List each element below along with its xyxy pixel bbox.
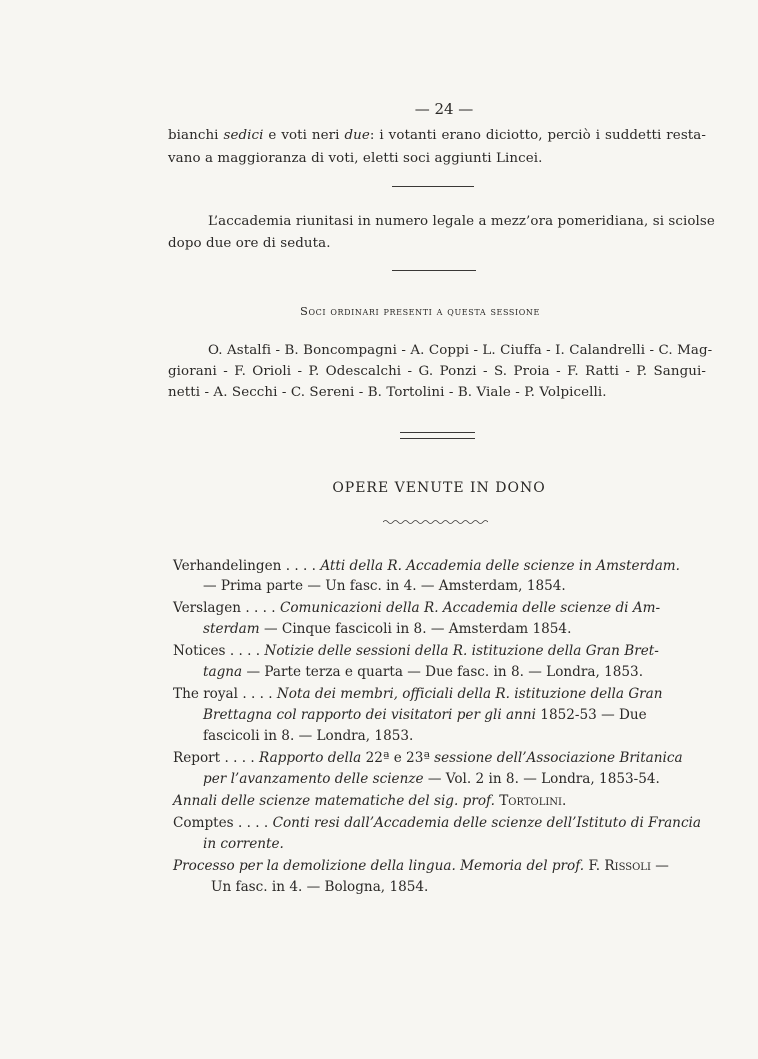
entry-details: — Parte terza e quarta — Due fasc. in 8. — Londra, 1853.	[242, 664, 644, 680]
para1-line1	[168, 128, 706, 143]
entry-head: The royal . . . .	[173, 686, 277, 702]
entry-title: Conti resi dall’Accademia delle scienze dell’Istituto di Francia	[272, 815, 702, 831]
section-title: Soci ordinari presenti a questa sessione	[300, 304, 540, 318]
gifts-title: OPERE VENUTE IN DONO	[332, 480, 546, 496]
entry-details: — Cinque fascicoli in 8. — Amsterdam 1854.	[259, 621, 572, 637]
entry-the-royal	[173, 686, 705, 702]
entry-notices-cont	[173, 664, 735, 680]
entry-report	[173, 750, 705, 766]
entry-head: Report . . . .	[173, 750, 260, 766]
double-divider	[400, 432, 475, 439]
entry-details: — Vol. 2 in 8. — Londra, 1853-54.	[423, 771, 660, 787]
entry-title: per l’avanzamento delle scienze	[203, 771, 424, 787]
para2-line1: L’accademia riunitasi in numero legale a mezz’ora pomeridiana, si sciolse	[208, 214, 715, 229]
entry-title: Nota dei membri, officiali della R. istituzione della Gran	[276, 686, 663, 702]
wave-ornament	[383, 519, 488, 525]
entry-title: Annali delle scienze matematiche del sig. prof.	[173, 793, 495, 809]
entry-title: Notizie delle sessioni della R. istituzione della Gran Bret-	[264, 643, 659, 659]
members-line1: O. Astalfi - B. Boncompagni - A. Coppi - L. Ciuffa - I. Calandrelli - C. Mag-	[208, 343, 713, 358]
entry-title: sterdam	[203, 621, 260, 637]
entry-comptes-cont	[173, 836, 735, 852]
divider	[392, 270, 476, 271]
entry-head: Notices . . . .	[173, 643, 265, 659]
entry-verslagen-cont	[173, 621, 735, 637]
entry-details: Tortolini.	[494, 793, 567, 809]
entry-the-royal-cont	[173, 707, 735, 723]
text-run: : i votanti erano diciotto, perciò i suddetti resta-	[369, 128, 706, 143]
entry-title: Brettagna col rapporto dei visitatori per gli anni	[203, 707, 536, 723]
entry-comptes	[173, 815, 705, 831]
entry-verslagen	[173, 600, 705, 616]
entry-title: Rapporto della	[259, 750, 362, 766]
entry-processo-cont: Un fasc. in 4. — Bologna, 1854.	[211, 879, 429, 895]
entry-the-royal-cont2: fascicoli in 8. — Londra, 1853.	[203, 728, 414, 744]
entry-annali	[173, 793, 705, 809]
entry-title: Atti della R. Accademia delle scienze in Amsterdam.	[320, 558, 681, 574]
entry-head: Verslagen . . . .	[173, 600, 280, 616]
italic-run: sedici	[223, 128, 264, 143]
entry-title: sessione dell’Associazione Britanica	[434, 750, 683, 766]
divider	[392, 186, 474, 187]
entry-title: tagna	[203, 664, 243, 680]
entry-title: in corrente.	[203, 836, 284, 852]
entry-title: Processo per la demolizione della lingua. Memoria del prof.	[173, 858, 585, 874]
text-run: e voti neri	[263, 128, 345, 143]
entry-notices	[173, 643, 705, 659]
entry-title: Comunicazioni della R. Accademia delle scienze di Am-	[279, 600, 661, 616]
para1-line2: vano a maggioranza di voti, eletti soci aggiunti Lincei.	[168, 151, 543, 166]
entry-head: Comptes . . . .	[173, 815, 273, 831]
entry-details: F. Rissoli —	[584, 858, 669, 874]
entry-report-cont	[173, 771, 735, 787]
members-line3: netti - A. Secchi - C. Sereni - B. Tortolini - B. Viale - P. Volpicelli.	[168, 385, 607, 400]
entry-head: Verhandelingen . . . .	[173, 558, 321, 574]
entry-verhandelingen	[173, 558, 705, 574]
text-run: bianchi	[168, 128, 224, 143]
italic-run: due	[344, 128, 370, 143]
entry-details: 1852-53 — Due	[535, 707, 647, 723]
entry-processo	[173, 858, 705, 874]
entry-details: 22ª e 23ª	[361, 750, 435, 766]
members-line2: giorani - F. Orioli - P. Odescalchi - G. Ponzi - S. Proia - F. Ratti - P. Sangui-	[168, 364, 706, 379]
page-number: — 24 —	[414, 100, 474, 118]
entry-verhandelingen-cont: — Prima parte — Un fasc. in 4. — Amsterdam, 1854.	[203, 578, 566, 594]
para2-line2: dopo due ore di seduta.	[168, 236, 331, 251]
